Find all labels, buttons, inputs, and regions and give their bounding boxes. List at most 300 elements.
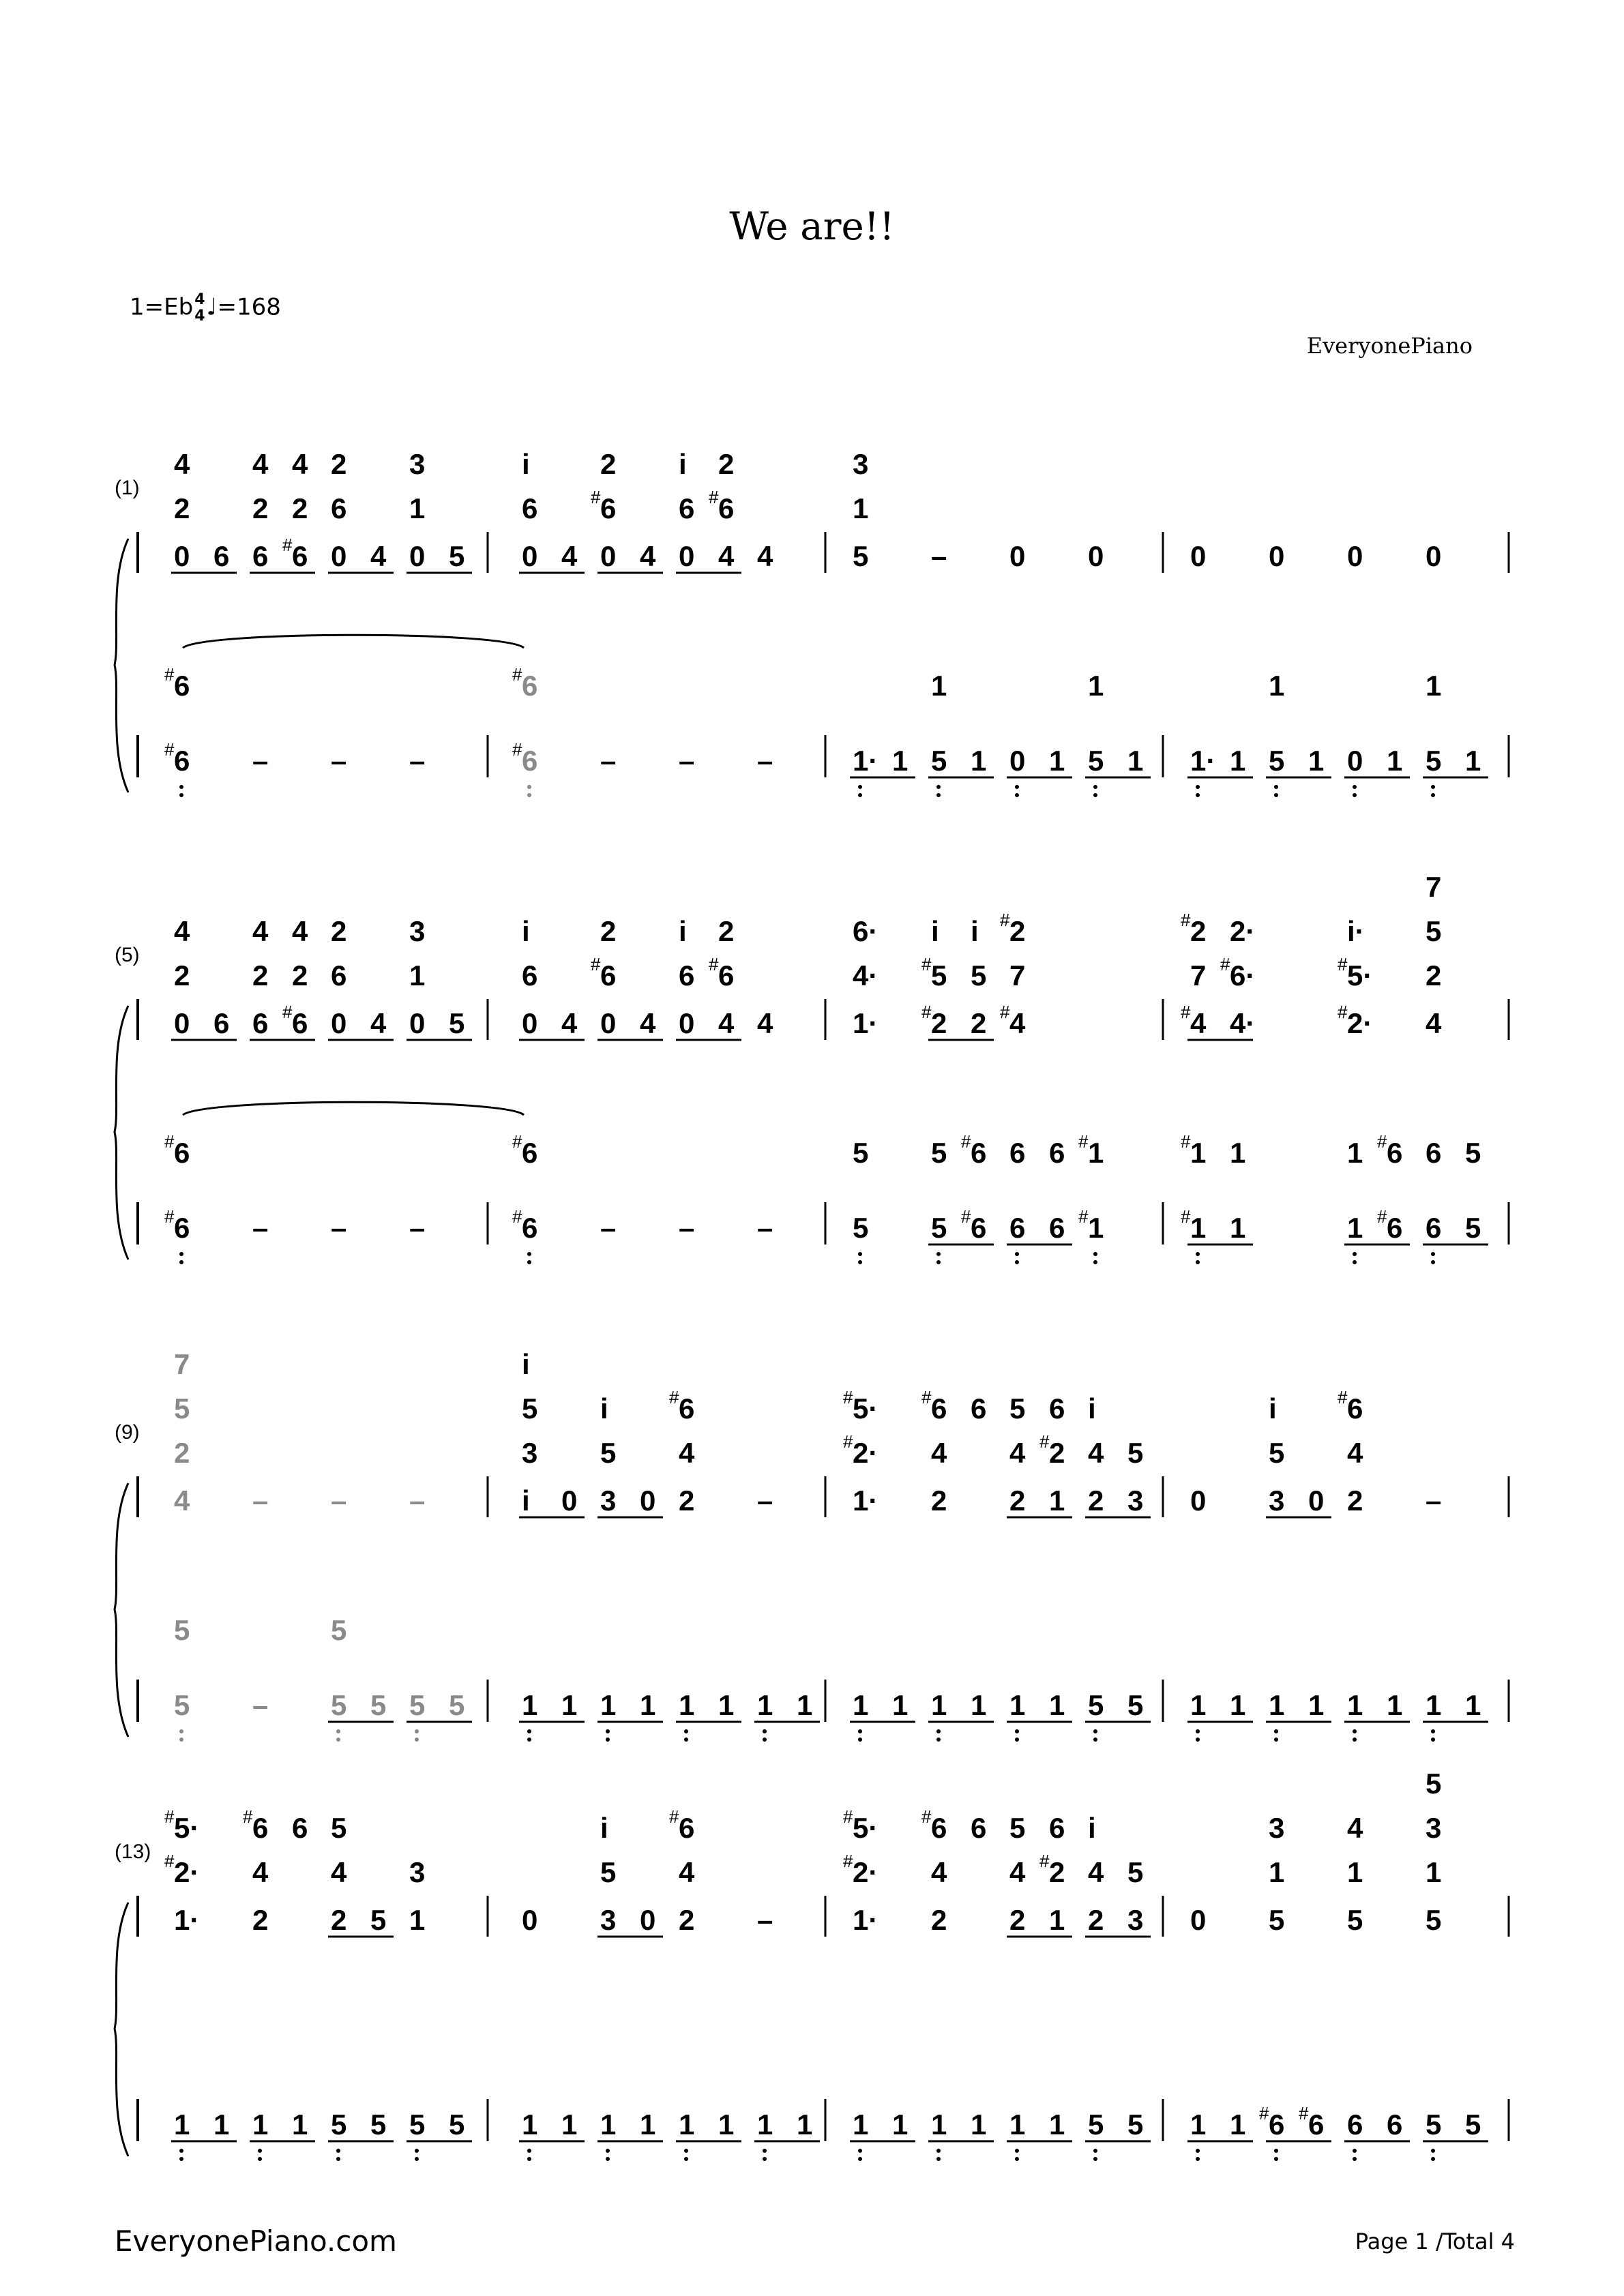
octave-dot [415, 2157, 419, 2161]
treble-note: 0 [561, 1485, 578, 1517]
treble-middle-note-sharp: # [843, 1431, 853, 1452]
bass-note-sharp: # [1299, 2103, 1309, 2123]
treble-note: 5 [370, 1904, 387, 1936]
treble-upper-note: 2 [718, 448, 735, 480]
treble-upper-note-sharp: # [1181, 910, 1191, 930]
treble-middle-note: 5 [1127, 1856, 1144, 1888]
bass-note: 1 [1230, 745, 1246, 777]
bass-upper-note: 6 [1009, 1137, 1026, 1169]
treble-middle-note-sharp: # [1338, 954, 1348, 974]
bass-note: 1 [1190, 1212, 1207, 1244]
octave-dot [858, 2157, 862, 2161]
treble-upper-note: 5 [1009, 1392, 1026, 1425]
bass-note: 5 [1465, 2108, 1481, 2141]
bass-note: – [252, 745, 269, 777]
treble-middle-note-sharp: # [921, 954, 932, 974]
octave-dot [1015, 793, 1019, 797]
octave-dot [1431, 785, 1435, 789]
treble-middle-note: 1 [1347, 1856, 1363, 1888]
treble-middle-note: 2· [174, 1856, 200, 1888]
treble-note: 2 [1009, 1904, 1026, 1936]
bass-upper-note-sharp: # [1078, 1131, 1089, 1152]
treble-upper-note: 3 [409, 915, 426, 947]
key-signature: 1=Eb [130, 293, 194, 321]
treble-middle-note: 5 [600, 1437, 617, 1469]
bass-note: 1 [1009, 1689, 1026, 1721]
bass-note: 1 [1230, 1212, 1246, 1244]
bass-note: 1 [561, 1689, 578, 1721]
treble-note: 1· [853, 1485, 879, 1517]
bass-note: 6 [971, 1212, 987, 1244]
treble-note: 0 [174, 1007, 190, 1039]
octave-dot [1196, 1729, 1200, 1733]
octave-dot [527, 793, 531, 797]
bass-note: 6 [1308, 2108, 1325, 2141]
octave-dot [858, 785, 862, 789]
treble-middle-note-sharp: # [164, 1851, 175, 1871]
treble-note: 4 [757, 540, 773, 572]
bass-note: – [600, 1212, 617, 1244]
treble-upper-note: 6 [971, 1812, 987, 1844]
treble-upper-note: i [522, 915, 530, 947]
octave-dot [527, 785, 531, 789]
tempo-marking: =168 [217, 293, 281, 321]
bass-upper-note: 5 [331, 1614, 347, 1646]
treble-middle-note: 5· [1347, 959, 1373, 992]
bass-upper-note: 6 [174, 1137, 190, 1169]
bass-upper-note: 1 [1230, 1137, 1246, 1169]
octave-dot [179, 785, 183, 789]
treble-middle-note: 6 [718, 959, 735, 992]
treble-upper-note: 2 [331, 448, 347, 480]
treble-note: 2 [931, 1485, 947, 1517]
treble-upper-note: i· [1347, 915, 1365, 947]
treble-middle-note: 2 [292, 492, 308, 524]
octave-dot [527, 1252, 531, 1256]
bass-upper-note: 6 [971, 1137, 987, 1169]
octave-dot [179, 793, 183, 797]
treble-middle-note: 6 [331, 959, 347, 992]
system-brace [115, 1903, 128, 2156]
treble-middle-note: 2 [174, 959, 190, 992]
treble-middle-note-sharp: # [843, 1851, 853, 1871]
treble-note: 4 [370, 540, 387, 572]
treble-note: 5 [1347, 1904, 1363, 1936]
octave-dot [1431, 2157, 1435, 2161]
treble-middle-note: 2 [252, 959, 269, 992]
treble-upper-note: 6 [971, 1392, 987, 1425]
bass-note: 6 [1049, 1212, 1065, 1244]
treble-note: 0 [1190, 1904, 1207, 1936]
bass-note: 6 [174, 745, 190, 777]
bass-note: – [757, 1212, 773, 1244]
treble-note: 0 [600, 540, 617, 572]
treble-middle-note-sharp: # [591, 487, 601, 507]
treble-upper-note: 2 [718, 915, 735, 947]
bass-note: 1· [1190, 745, 1216, 777]
octave-dot [763, 2157, 767, 2161]
treble-middle-note: 6 [600, 492, 617, 524]
treble-upper-note: 2 [1190, 915, 1207, 947]
footer-page-number: Page 1 /Total 4 [1355, 2228, 1515, 2254]
treble-middle-note: 5 [600, 1856, 617, 1888]
arranger-credit: EveryonePiano [1306, 333, 1473, 359]
octave-dot [1353, 2157, 1357, 2161]
treble-note: 4 [640, 1007, 656, 1039]
bass-upper-note: 6 [1049, 1137, 1065, 1169]
bass-note: 1 [797, 2108, 813, 2141]
treble-note: 1· [853, 1007, 879, 1039]
bass-note: 5 [1426, 745, 1442, 777]
bass-note: 5 [931, 1212, 947, 1244]
treble-note: 2 [1347, 1485, 1363, 1517]
treble-note: 0 [1269, 540, 1285, 572]
octave-dot [1274, 2157, 1278, 2161]
treble-upper-note: i [931, 915, 939, 947]
bass-note: 5 [1127, 1689, 1144, 1721]
treble-upper-note: 4 [252, 448, 269, 480]
treble-note: 0 [679, 1007, 695, 1039]
bass-note: 1 [1190, 2108, 1207, 2141]
bass-note: 1 [853, 2108, 869, 2141]
bass-note: 5 [1269, 745, 1285, 777]
treble-middle-note: 5 [1269, 1437, 1285, 1469]
treble-note: 5 [853, 540, 869, 572]
treble-note: 0 [640, 1904, 656, 1936]
bass-note: 0 [1009, 745, 1026, 777]
bass-note: 5 [331, 1689, 347, 1721]
bass-upper-note: 6 [1387, 1137, 1403, 1169]
bass-note: 6 [1347, 2108, 1363, 2141]
bass-note: – [409, 745, 426, 777]
treble-upper-note: 5 [174, 1392, 190, 1425]
treble-note: 0 [679, 540, 695, 572]
treble-upper-note: 3 [853, 448, 869, 480]
treble-note: 2 [971, 1007, 987, 1039]
octave-dot [606, 2157, 610, 2161]
octave-dot [858, 2149, 862, 2153]
octave-dot [527, 2149, 531, 2153]
treble-note: 6 [292, 1007, 308, 1039]
bass-note: 5 [370, 2108, 387, 2141]
measure-number: (13) [115, 1840, 151, 1863]
bass-note: 6 [174, 1212, 190, 1244]
bass-note: 1 [252, 2108, 269, 2141]
quarter-note-icon: ♩ [206, 293, 218, 321]
octave-dot [1196, 793, 1200, 797]
treble-upper-note: i [600, 1392, 608, 1425]
treble-note: 2 [931, 1007, 947, 1039]
octave-dot [1015, 2149, 1019, 2153]
treble-middle-note: 5 [931, 959, 947, 992]
bass-note: 1 [213, 2108, 230, 2141]
treble-note: 1 [1049, 1904, 1065, 1936]
octave-dot [179, 2157, 183, 2161]
treble-middle-note: 1 [409, 492, 426, 524]
bass-note: 6 [522, 745, 538, 777]
bass-note: 5 [409, 2108, 426, 2141]
bass-note: 6 [1387, 1212, 1403, 1244]
bass-note: 5 [174, 1689, 190, 1721]
bass-upper-note: 1 [1269, 670, 1285, 702]
treble-upper-note: 2 [600, 448, 617, 480]
treble-middle-note-sharp: # [591, 954, 601, 974]
bass-upper-note-sharp: # [1181, 1131, 1191, 1152]
octave-dot [684, 1738, 688, 1742]
bass-note: 1 [797, 1689, 813, 1721]
octave-dot [179, 1260, 183, 1264]
treble-note: 3 [600, 1904, 617, 1936]
octave-dot [936, 1729, 941, 1733]
bass-note: 6 [1387, 2108, 1403, 2141]
treble-middle-note: 1 [853, 492, 869, 524]
octave-dot [527, 2157, 531, 2161]
bass-note-sharp: # [164, 1206, 175, 1227]
treble-upper-note: i [971, 915, 979, 947]
bass-note: 1 [1465, 745, 1481, 777]
bass-upper-note-sharp: # [164, 664, 175, 685]
bass-note: 1 [1190, 1689, 1207, 1721]
treble-upper-note: 6 [252, 1812, 269, 1844]
bass-note: 1 [971, 1689, 987, 1721]
treble-middle-note: 4· [853, 959, 879, 992]
bass-note: 1 [1009, 2108, 1026, 2141]
bass-upper-note: 1 [1190, 1137, 1207, 1169]
octave-dot [1093, 1729, 1097, 1733]
bass-note: 6 [1269, 2108, 1285, 2141]
bass-note: – [757, 745, 773, 777]
treble-note: 5 [449, 1007, 465, 1039]
treble-upper-note: 4 [252, 915, 269, 947]
octave-dot [1196, 2149, 1200, 2153]
bass-note: 1 [600, 1689, 617, 1721]
octave-dot [1431, 1252, 1435, 1256]
bass-note: 1 [853, 1689, 869, 1721]
treble-note: 6 [213, 540, 230, 572]
octave-dot [1196, 2157, 1200, 2161]
treble-upper-note-sharp: # [1338, 1387, 1348, 1407]
bass-upper-note-sharp: # [961, 1131, 971, 1152]
bass-note-sharp: # [164, 739, 175, 760]
treble-note: 0 [409, 540, 426, 572]
treble-middle-note: 4 [1009, 1437, 1026, 1469]
treble-note: 6 [252, 1007, 269, 1039]
bass-note: 1 [679, 2108, 695, 2141]
treble-upper-note: 3 [1269, 1812, 1285, 1844]
bass-note: 6 [522, 1212, 538, 1244]
octave-dot [1353, 1729, 1357, 1733]
treble-note: – [409, 1485, 426, 1517]
treble-upper-note: 3 [1426, 1812, 1442, 1844]
bass-note: 1 [1049, 2108, 1065, 2141]
octave-dot [606, 2149, 610, 2153]
octave-dot [858, 1729, 862, 1733]
octave-dot [936, 793, 941, 797]
treble-upper-note: 4 [174, 915, 190, 947]
treble-upper-note-sharp: # [1000, 910, 1010, 930]
treble-middle-note: 6 [600, 959, 617, 992]
treble-note: 0 [1190, 540, 1207, 572]
bass-note: 1 [1049, 1689, 1065, 1721]
score-title: We are!! [729, 205, 895, 249]
treble-upper-note-sharp: # [843, 1806, 853, 1827]
treble-extra-note: 7 [174, 1348, 190, 1380]
octave-dot [936, 1252, 941, 1256]
octave-dot [1093, 2157, 1097, 2161]
octave-dot [1196, 1260, 1200, 1264]
treble-upper-note: 4 [292, 448, 308, 480]
bass-upper-note: 5 [1465, 1137, 1481, 1169]
octave-dot [179, 1252, 183, 1256]
octave-dot [763, 1729, 767, 1733]
bass-note-sharp: # [1377, 1206, 1387, 1227]
treble-note: 0 [1190, 1485, 1207, 1517]
treble-middle-note: 6 [679, 492, 695, 524]
octave-dot [858, 793, 862, 797]
bass-note: 5 [1426, 2108, 1442, 2141]
octave-dot [1093, 1738, 1097, 1742]
treble-note: – [1426, 1485, 1442, 1517]
bass-note: 1 [1230, 1689, 1246, 1721]
treble-note: 0 [600, 1007, 617, 1039]
bass-note: 1 [522, 2108, 538, 2141]
treble-middle-note: 6 [522, 959, 538, 992]
treble-note: 0 [331, 1007, 347, 1039]
bass-note: 1 [892, 1689, 909, 1721]
bass-note: 1 [1387, 745, 1403, 777]
octave-dot [336, 2149, 340, 2153]
treble-note: 0 [1347, 540, 1363, 572]
octave-dot [1353, 785, 1357, 789]
treble-note: 1 [1049, 1485, 1065, 1517]
treble-middle-note: 7 [1190, 959, 1207, 992]
treble-upper-note: 5· [853, 1392, 879, 1425]
treble-middle-note-sharp: # [709, 954, 719, 974]
treble-middle-note: 4 [931, 1856, 947, 1888]
treble-middle-note: 2 [1049, 1437, 1065, 1469]
octave-dot [1274, 793, 1278, 797]
bass-note: 1 [600, 2108, 617, 2141]
treble-upper-note: 3 [409, 448, 426, 480]
treble-note: 2 [1009, 1485, 1026, 1517]
bass-upper-note: 5 [174, 1614, 190, 1646]
octave-dot [684, 2149, 688, 2153]
treble-upper-note: 2 [1009, 915, 1026, 947]
treble-note: 4 [757, 1007, 773, 1039]
treble-note: 1· [174, 1904, 200, 1936]
treble-middle-note: 6 [679, 959, 695, 992]
treble-middle-note: 4 [931, 1437, 947, 1469]
bass-note: – [679, 1212, 695, 1244]
octave-dot [179, 1729, 183, 1733]
bass-note: – [331, 745, 347, 777]
octave-dot [1431, 793, 1435, 797]
treble-note: – [331, 1485, 347, 1517]
bass-upper-note: 5 [853, 1137, 869, 1169]
treble-note: 4· [1230, 1007, 1256, 1039]
bass-note: 1 [679, 1689, 695, 1721]
treble-middle-note: 3 [409, 1856, 426, 1888]
bass-note: – [679, 745, 695, 777]
treble-upper-note: 5 [331, 1812, 347, 1844]
treble-middle-note-sharp: # [1039, 1431, 1050, 1452]
treble-middle-note: 5 [1127, 1437, 1144, 1469]
treble-upper-note-sharp: # [669, 1806, 679, 1827]
octave-dot [1093, 793, 1097, 797]
treble-note: 2 [679, 1485, 695, 1517]
bass-note-sharp: # [512, 1206, 522, 1227]
bass-note: 5 [931, 745, 947, 777]
octave-dot [1431, 1729, 1435, 1733]
treble-note: 0 [1009, 540, 1026, 572]
bass-note: 5 [449, 1689, 465, 1721]
treble-middle-note: 6 [718, 492, 735, 524]
treble-upper-note: 6 [931, 1392, 947, 1425]
treble-middle-note: 4 [331, 1856, 347, 1888]
bass-note: 5 [449, 2108, 465, 2141]
treble-note: 5 [449, 540, 465, 572]
treble-extra-note: i [522, 1348, 530, 1380]
octave-dot [763, 1738, 767, 1742]
bass-note: 1 [1347, 1212, 1363, 1244]
system-brace [115, 1483, 128, 1737]
treble-middle-note: 1 [1269, 1856, 1285, 1888]
treble-upper-note: i [1269, 1392, 1277, 1425]
treble-note: 0 [522, 540, 538, 572]
bass-note-sharp: # [512, 739, 522, 760]
treble-note-sharp: # [1338, 1002, 1348, 1022]
bass-note: 5 [331, 2108, 347, 2141]
treble-middle-note: 1 [1426, 1856, 1442, 1888]
treble-note: – [252, 1485, 269, 1517]
treble-middle-note: 2 [1049, 1856, 1065, 1888]
treble-upper-note: 6 [1049, 1392, 1065, 1425]
treble-middle-note: 2 [174, 492, 190, 524]
treble-upper-note: 5 [1009, 1812, 1026, 1844]
octave-dot [936, 1260, 941, 1264]
treble-upper-note: 6 [679, 1812, 695, 1844]
treble-note: 0 [640, 1485, 656, 1517]
treble-upper-note: 6· [853, 915, 879, 947]
treble-middle-note: 4 [1088, 1437, 1104, 1469]
octave-dot [527, 1729, 531, 1733]
treble-note: i [522, 1485, 530, 1517]
treble-note: 2· [1347, 1007, 1373, 1039]
octave-dot [527, 1260, 531, 1264]
treble-middle-note: 6· [1230, 959, 1256, 992]
time-top: 4 [194, 291, 205, 308]
treble-note: 2 [679, 1904, 695, 1936]
treble-middle-note: 4 [1009, 1856, 1026, 1888]
bass-note: 5 [370, 1689, 387, 1721]
treble-upper-note: 6 [292, 1812, 308, 1844]
treble-upper-note: 5· [174, 1812, 200, 1844]
system-brace [115, 1006, 128, 1259]
bass-upper-note-sharp: # [1377, 1131, 1387, 1152]
bass-note: 6 [1009, 1212, 1026, 1244]
bass-upper-note: 1 [1088, 1137, 1104, 1169]
octave-dot [936, 785, 941, 789]
octave-dot [763, 2149, 767, 2153]
treble-middle-note-sharp: # [1039, 1851, 1050, 1871]
octave-dot [258, 2157, 262, 2161]
treble-middle-note: 6 [331, 492, 347, 524]
bass-note: 1 [892, 745, 909, 777]
bass-note: 1 [292, 2108, 308, 2141]
bass-upper-note: 6 [174, 670, 190, 702]
treble-middle-note: 4 [1347, 1437, 1363, 1469]
octave-dot [1353, 793, 1357, 797]
